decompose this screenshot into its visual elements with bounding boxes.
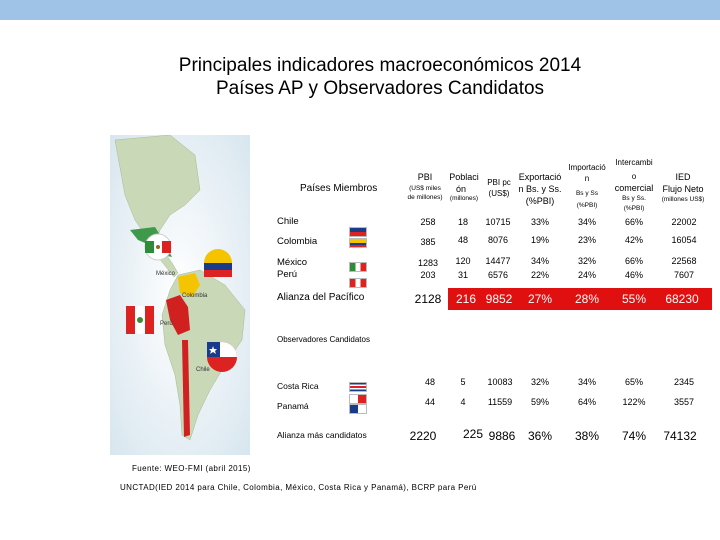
- cell-pbipc: 10083: [487, 377, 513, 387]
- flag-panama-icon: [349, 394, 367, 404]
- flag-mexico-icon: [145, 234, 171, 260]
- header-pbipc-line1: PBI pc: [487, 178, 511, 187]
- cell-exp: 22%: [530, 270, 549, 280]
- row-name-panama: Panamá: [277, 401, 309, 411]
- row-name-costa-rica: Costa Rica: [277, 381, 319, 391]
- map-label-colombia: Colombia: [182, 293, 208, 299]
- slide-subtitle: Países AP y Observadores Candidatos: [215, 78, 545, 99]
- cell-ied: 74132: [663, 429, 697, 443]
- cell-pbi: 2220: [409, 429, 437, 443]
- cell-imp: 34%: [577, 377, 596, 387]
- cell-int: 122%: [622, 397, 646, 407]
- header-exp-line1: Exportació: [518, 172, 562, 182]
- cell-pbi: 48: [424, 377, 435, 387]
- header-pbipc-line2: (US$): [488, 189, 510, 198]
- cell-imp: 28%: [574, 292, 600, 306]
- flag-chile-icon: [207, 342, 237, 372]
- header-int-line1: Intercambi: [615, 158, 653, 167]
- header-pob-line1: Poblaci: [449, 172, 479, 182]
- cell-pob: 31: [457, 270, 468, 280]
- cell-ied: 7607: [673, 270, 695, 280]
- cell-exp: 32%: [530, 377, 549, 387]
- map-label-peru: Perú: [160, 321, 173, 327]
- header-pbi-sub1: (US$ miles: [409, 185, 441, 192]
- cell-pob: 120: [455, 256, 471, 266]
- cell-ied: 16054: [671, 235, 697, 245]
- cell-exp: 19%: [530, 235, 549, 245]
- row-name-peru: Perú: [277, 269, 298, 280]
- cell-pbi: 203: [420, 270, 436, 280]
- header-exp-line3: (%PBI): [525, 196, 555, 206]
- map-label-mexico: México: [156, 271, 176, 277]
- cell-int: 46%: [624, 270, 643, 280]
- cell-pbi: 258: [420, 217, 436, 227]
- slide-title: Principales indicadores macroeconómicos 2014: [178, 55, 582, 76]
- row-name-alianza: Alianza del Pacífico: [277, 292, 365, 303]
- cell-int: 74%: [621, 429, 647, 443]
- cell-pob: 48: [457, 235, 468, 245]
- cell-pbi: 385: [420, 237, 436, 247]
- cell-imp: 24%: [577, 270, 596, 280]
- cell-int: 55%: [621, 292, 647, 306]
- header-imp-line3: Bs y Ss: [575, 190, 599, 197]
- cell-ied: 22002: [671, 217, 697, 227]
- cell-imp: 32%: [577, 256, 596, 266]
- header-imp-line1: Importació: [568, 163, 606, 172]
- cell-imp: 23%: [577, 235, 596, 245]
- row-name-chile: Chile: [277, 216, 299, 227]
- cell-ied: 68230: [665, 292, 699, 306]
- map-label-chile: Chile: [196, 367, 210, 373]
- header-int-line4: Bs y Ss.: [622, 195, 646, 202]
- cell-exp: 27%: [527, 292, 553, 306]
- cell-pob: 225: [462, 427, 484, 441]
- cell-ied: 22568: [671, 256, 697, 266]
- cell-pbipc: 6576: [487, 270, 509, 280]
- cell-pbipc: 10715: [485, 217, 511, 227]
- header-ied-line3: (millones US$): [661, 196, 705, 203]
- row-name-colombia: Colombia: [277, 236, 318, 247]
- top-accent-bar: [0, 0, 720, 20]
- cell-pbipc: 11559: [487, 397, 513, 407]
- cell-int: 42%: [624, 235, 643, 245]
- cell-ied: 3557: [673, 397, 695, 407]
- flag-mexico-icon: [349, 262, 367, 272]
- cell-pbi: 1283: [417, 258, 439, 268]
- header-pob-line2: ón: [455, 184, 466, 194]
- cell-exp: 59%: [530, 397, 549, 407]
- header-members: Países Miembros: [300, 183, 378, 194]
- cell-imp: 38%: [574, 429, 600, 443]
- header-imp-line2: n: [584, 174, 590, 183]
- cell-ied: 2345: [673, 377, 695, 387]
- header-pob-sub: (millones): [449, 195, 479, 202]
- cell-imp: 64%: [577, 397, 596, 407]
- cell-int: 66%: [624, 256, 643, 266]
- header-int-line2: o: [631, 172, 637, 181]
- header-int-line3: comercial: [614, 183, 654, 193]
- cell-int: 66%: [624, 217, 643, 227]
- cell-pob: 4: [460, 397, 466, 407]
- cell-exp: 36%: [527, 429, 553, 443]
- cell-int: 65%: [624, 377, 643, 387]
- flag-peru-icon: [126, 306, 154, 334]
- row-name-mexico: México: [277, 257, 308, 268]
- cell-pbipc: 9852: [485, 292, 513, 306]
- cell-pbipc: 8076: [487, 235, 509, 245]
- flag-colombia-icon: [349, 238, 367, 248]
- header-imp-line4: (%PBI): [576, 202, 598, 209]
- header-ied-line2: Flujo Neto: [662, 184, 704, 194]
- cell-pbipc: 14477: [485, 256, 511, 266]
- flag-colombia-icon: [204, 249, 232, 277]
- footnote-source-1: Fuente: WEO-FMI (abril 2015): [132, 464, 251, 473]
- cell-pbi: 2128: [414, 292, 442, 306]
- header-ied-line1: IED: [675, 172, 691, 182]
- americas-map: [110, 135, 250, 455]
- cell-exp: 33%: [530, 217, 549, 227]
- cell-pbi: 44: [424, 397, 435, 407]
- cell-pob: 5: [460, 377, 466, 387]
- flag-panama-lower-icon: [349, 404, 367, 414]
- cell-pob: 18: [457, 217, 468, 227]
- observers-section-label: Observadores Candidatos: [277, 335, 370, 344]
- header-int-line5: (%PBI): [623, 205, 645, 212]
- footnote-source-2: UNCTAD(IED 2014 para Chile, Colombia, México, Costa Rica y Panamá), BCRP para Perú: [120, 483, 477, 492]
- header-exp-line2: n Bs. y Ss.: [518, 184, 562, 194]
- row-name-total: Alianza más candidatos: [277, 430, 367, 440]
- cell-exp: 34%: [530, 256, 549, 266]
- flag-peru-icon: [349, 278, 367, 288]
- cell-pob: 216: [455, 292, 477, 306]
- cell-imp: 34%: [577, 217, 596, 227]
- header-pbi: PBI: [417, 172, 433, 182]
- flag-costa-rica-icon: [349, 382, 367, 392]
- cell-pbipc: 9886: [488, 429, 516, 443]
- header-pbi-sub2: de millones): [407, 194, 443, 201]
- flag-chile-icon: [349, 227, 367, 237]
